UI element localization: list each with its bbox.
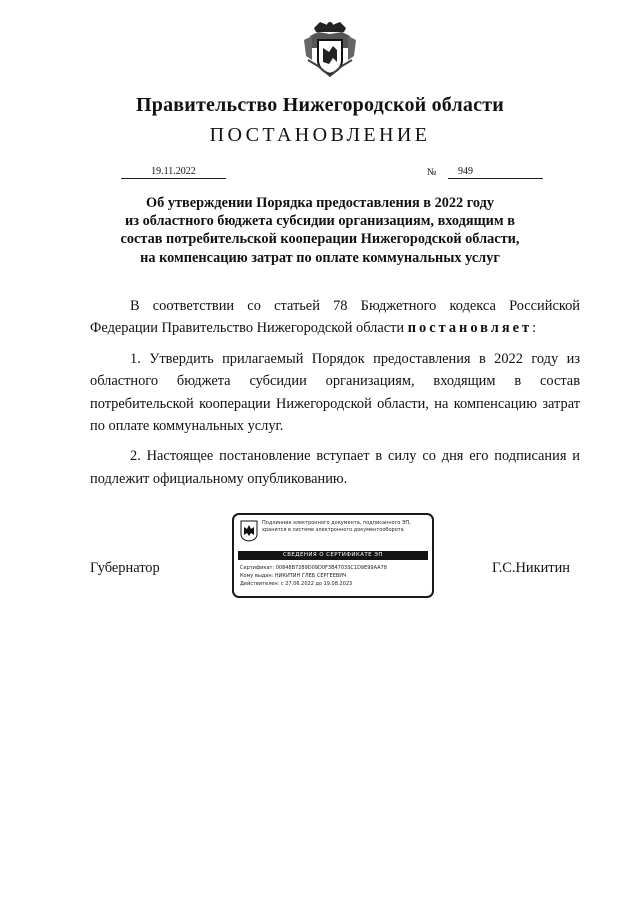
subject-line: на компенсацию затрат по оплате коммунальных услуг bbox=[140, 249, 500, 266]
stamp-notice-line: Подлинник электронного документа, подписанного ЭП, bbox=[262, 520, 411, 526]
validity-label: Действителен: bbox=[240, 581, 280, 587]
certificate-header-bar: СВЕДЕНИЯ О СЕРТИФИКАТЕ ЭП bbox=[238, 551, 428, 560]
electronic-signature-stamp bbox=[232, 513, 434, 598]
organization-title: Правительство Нижегородской области bbox=[136, 94, 504, 116]
certificate-row bbox=[240, 565, 387, 571]
owner-label: Кому выдан: bbox=[240, 573, 274, 579]
subject-line: состав потребительской кооперации Нижегородской области, bbox=[120, 231, 520, 248]
preamble-paragraph bbox=[90, 295, 580, 340]
signer-name: Г.С.Никитин bbox=[492, 560, 570, 576]
certificate-value: 00848B7289D09D0F3B4703SC1D9E99AA78 bbox=[275, 565, 387, 571]
document-subject bbox=[100, 194, 540, 267]
document-body bbox=[90, 295, 580, 498]
item-paragraph-1: 1. Утвердить прилагаемый Порядок предоставления в 2022 году из областного бюджета субсидии организациям, входящим в состав потребительской кооперации Нижегородской области, на компенсацию затрат по оплате коммунальных услуг. bbox=[90, 350, 580, 435]
decree-word: постановляет bbox=[407, 320, 533, 337]
signer-position: Губернатор bbox=[90, 560, 160, 576]
validity-value: с 27.06.2022 до 19.08.2023 bbox=[280, 581, 353, 587]
number-sign: № bbox=[427, 167, 437, 178]
region-emblem-icon bbox=[240, 520, 258, 542]
coat-of-arms-emblem bbox=[300, 20, 360, 78]
stamp-notice bbox=[262, 520, 430, 534]
document-number: 949 bbox=[448, 166, 543, 179]
owner-value: НИКИТИН ГЛЕБ СЕРГЕЕВИЧ bbox=[274, 573, 347, 579]
certificate-label: Сертификат: bbox=[240, 565, 275, 571]
document-type: ПОСТАНОВЛЕНИЕ bbox=[209, 124, 431, 146]
subject-line: Об утверждении Порядка предоставления в 2022 году bbox=[145, 195, 494, 211]
document-date: 19.11.2022 bbox=[121, 166, 226, 179]
item-paragraph-2: 2. Настоящее постановление вступает в силу со дня его подписания и подлежит официальному опубликованию. bbox=[90, 448, 580, 487]
owner-row bbox=[240, 573, 346, 579]
stamp-notice-line: хранится в системе электронного документооборота bbox=[262, 527, 404, 533]
decree-suffix: : bbox=[532, 320, 537, 337]
preamble-text: В соответствии со статьей 78 Бюджетного кодекса Российской Федерации Правительство Нижегородской области bbox=[90, 298, 580, 337]
validity-row bbox=[240, 581, 352, 587]
subject-line: из областного бюджета субсидии организациям, входящим в bbox=[125, 213, 515, 230]
